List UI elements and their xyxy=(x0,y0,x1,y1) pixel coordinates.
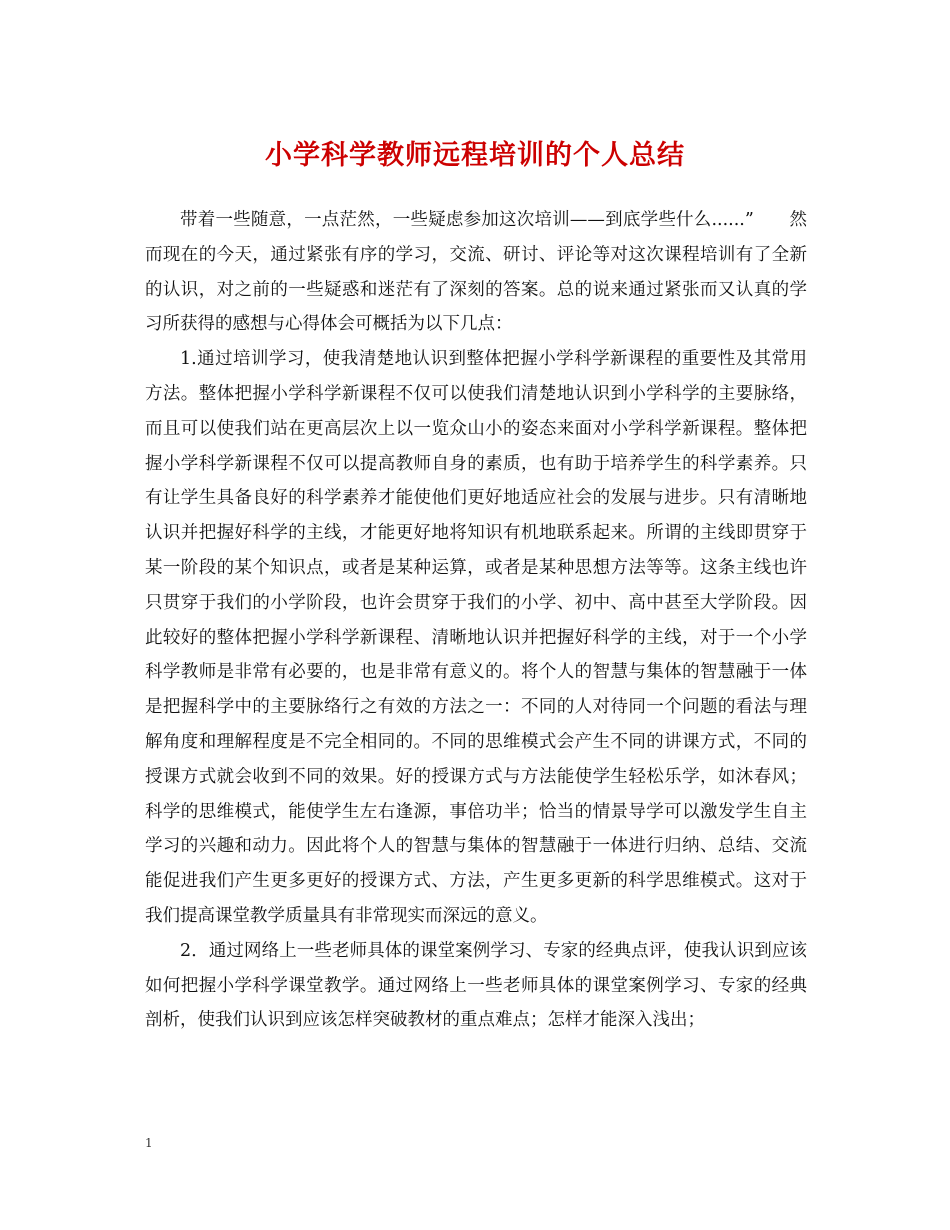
document-title: 小学科学教师远程培训的个人总结 xyxy=(265,140,685,171)
paragraph-point-2: 2．通过网络上一些老师具体的课堂案例学习、专家的经典点评，使我认识到应该如何把握小学科学课堂教学。通过网络上一些老师具体的课堂案例学习、专家的经典剖析，使我们认识到应该怎样突破教材的重点难点；怎样才能深入浅出； xyxy=(145,940,807,1031)
page-number: 1 xyxy=(145,1136,153,1150)
paragraph-intro: 带着一些随意，一点茫然，一些疑虑参加这次培训——到底学些什么......” 然而现在的今天，通过紧张有序的学习，交流、研讨、评论等对这次课程培训有了全新的认识，对之前的一些疑惑和迷茫有了深刻的答案。总的说来通过紧张而又认真的学习所获得的感想与心得体会可概括为以下几点： xyxy=(145,210,807,335)
paragraph-point-1: 1.通过培训学习，使我清楚地认识到整体把握小学科学新课程的重要性及其常用方法。整体把握小学科学新课程不仅可以使我们清楚地认识到小学科学的主要脉络，而且可以使我们站在更高层次上以一览众山小的姿态来面对小学科学新课程。整体把握小学科学新课程不仅可以提高教师自身的素质，也有助于培养学生的科学素养。只有让学生具备良好的科学素养才能使他们更好地适应社会的发展与进步。只有清晰地认识并把握好科学的主线，才能更好地将知识有机地联系起来。所谓的主线即贯穿于某一阶段的某个知识点，或者是某种运算，或者是某种思想方法等等。这条主线也许只贯穿于我们的小学阶段，也许会贯穿于我们的小学、初中、高中甚至大学阶段。因此较好的整体把握小学科学新课程、清晰地认识并把握好科学的主线，对于一个小学科学教师是非常有必要的，也是非常有意义的。将个人的智慧与集体的智慧融于一体是把握科学中的主要脉络行之有效的方法之一：不同的人对待同一个问题的看法与理解角度和理解程度是不完全相同的。不同的思维模式会产生不同的讲课方式，不同的授课方式就会收到不同的效果。好的授课方式与方法能使学生轻松乐学，如沐春风；科学的思维模式，能使学生左右逢源，事倍功半；恰当的情景导学可以激发学生自主学习的兴趣和动力。因此将个人的智慧与集体的智慧融于一体进行归纳、总结、交流能促进我们产生更多更好的授课方式、方法，产生更多更新的科学思维模式。这对于我们提高课堂教学质量具有非常现实而深远的意义。 xyxy=(145,349,807,926)
document-body xyxy=(145,203,807,1038)
